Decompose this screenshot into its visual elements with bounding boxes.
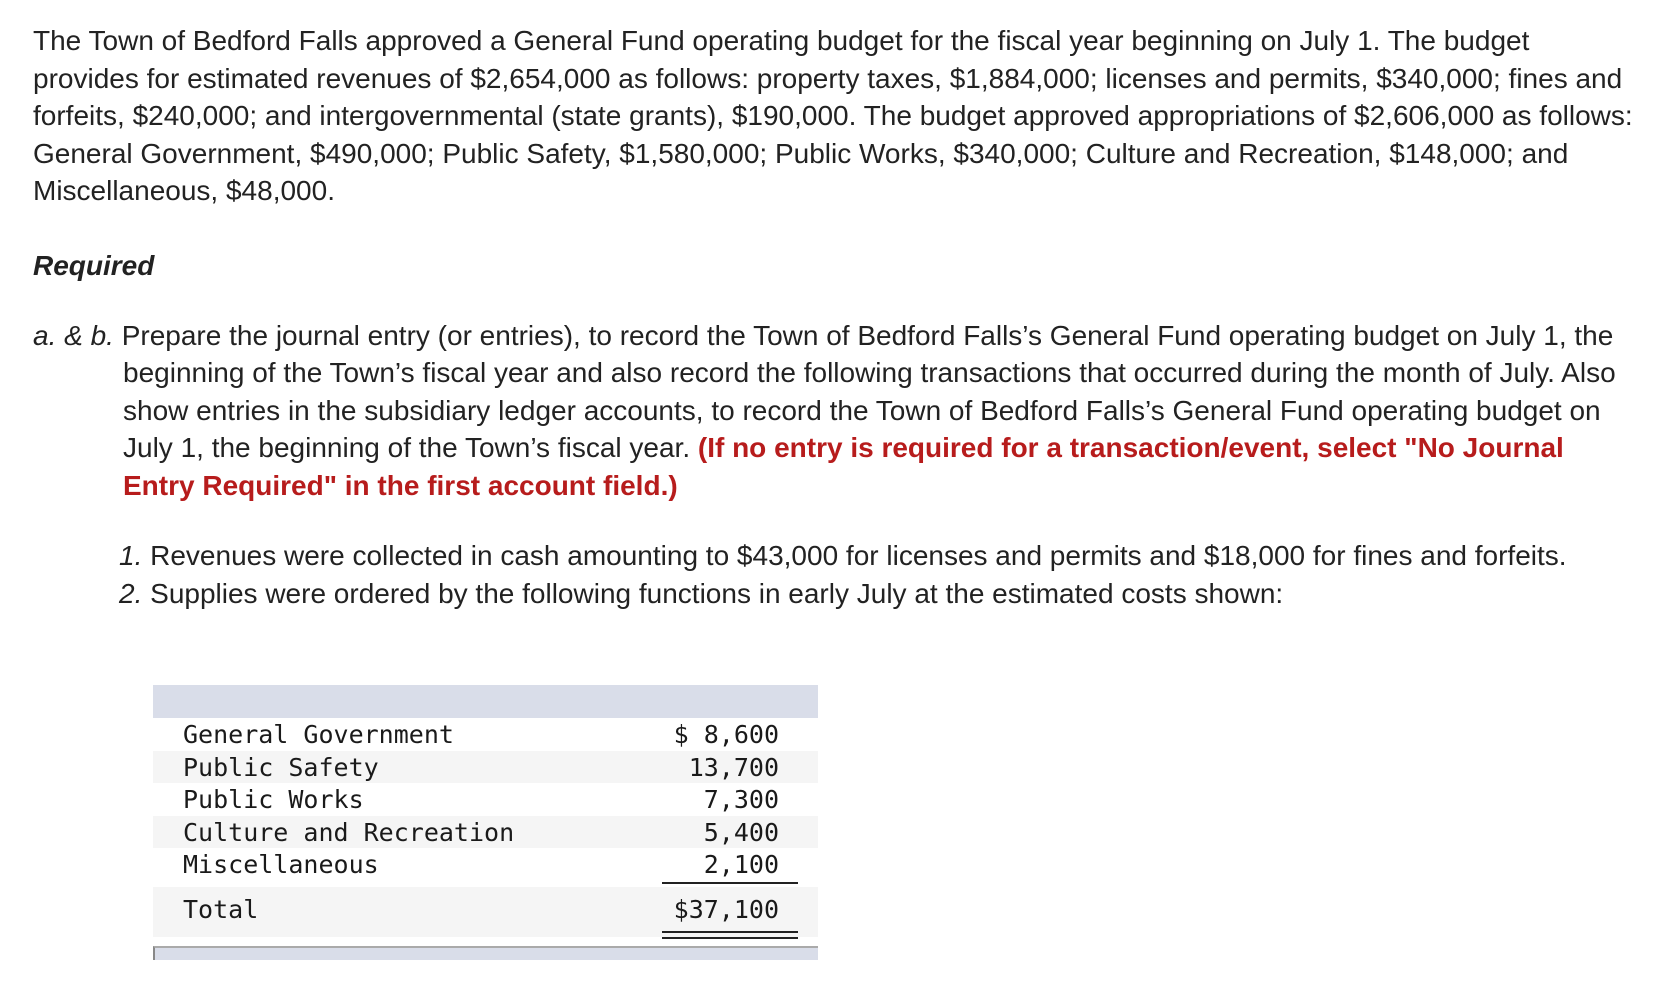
table-row xyxy=(153,783,818,816)
problem-intro: The Town of Bedford Falls approved a General Fund operating budget for the fiscal year beginning on July 1. The budget provides for estimated revenues of $2,654,000 as follows: property taxes, $1,884,000; licenses and permits, $340,000; fines and forfeits, $240,000; and intergovernmental (state grants), $190,000. The budget approved appropriations of $2,606,000 as follows: General Government, $490,000; Public Safety, $1,580,000; Public Works, $340,000; Culture and Recreation, $148,000; and Miscellaneous, $48,000. xyxy=(33,25,1633,206)
table-footer-band xyxy=(153,946,818,960)
total-amount: $37,100 xyxy=(673,894,779,924)
required-heading: Required xyxy=(33,249,155,281)
transaction-list xyxy=(119,537,1633,612)
row-label: Culture and Recreation xyxy=(183,817,515,847)
row-label: General Government xyxy=(183,720,454,749)
table-row xyxy=(153,751,818,784)
transaction-text: Supplies were ordered by the following functions in early July at the estimated costs shown: xyxy=(150,577,1284,609)
table-row xyxy=(153,848,818,881)
row-amount: 13,700 xyxy=(688,752,779,782)
row-amount: 2,100 xyxy=(703,850,779,879)
row-amount: 5,400 xyxy=(703,817,779,847)
total-row xyxy=(153,887,818,937)
row-label: Miscellaneous xyxy=(183,850,379,879)
instructions-lead: a. & b. xyxy=(33,319,114,351)
row-amount: 7,300 xyxy=(703,785,779,814)
subtotal-underline xyxy=(662,882,798,884)
total-label: Total xyxy=(183,894,259,924)
row-label: Public Safety xyxy=(183,752,379,782)
problem-content xyxy=(33,22,1633,612)
total-double-underline xyxy=(662,931,798,939)
transaction-number: 1. xyxy=(119,540,143,571)
transaction-item xyxy=(119,537,1633,575)
transaction-text: Revenues were collected in cash amounting to $43,000 for licenses and permits and $18,000 for fines and forfeits. xyxy=(150,540,1567,571)
instructions-warning: (If no entry is required for a transaction/event, select "No Journal Entry Required" in the first account field.) xyxy=(123,432,1564,501)
table-row xyxy=(153,816,818,849)
table-header-band xyxy=(153,685,818,718)
supplies-table xyxy=(153,685,818,960)
table-row xyxy=(153,718,818,751)
transaction-item xyxy=(119,575,1633,613)
row-label: Public Works xyxy=(183,785,364,814)
instructions xyxy=(33,317,1633,505)
instructions-body: Prepare the journal entry (or entries), to record the Town of Bedford Falls’s General Fund operating budget on July 1, the beginning of the Town’s fiscal year and also record the following transactions that occurred during the month of July. Also show entries in the subsidiary ledger accounts, to record the Town of Bedford Falls’s General Fund operating budget on July 1, the beginning of the Town’s fiscal year. xyxy=(113,319,1616,463)
transaction-number: 2. xyxy=(119,577,143,609)
row-amount: $ 8,600 xyxy=(673,720,779,749)
table-rows xyxy=(153,718,818,937)
